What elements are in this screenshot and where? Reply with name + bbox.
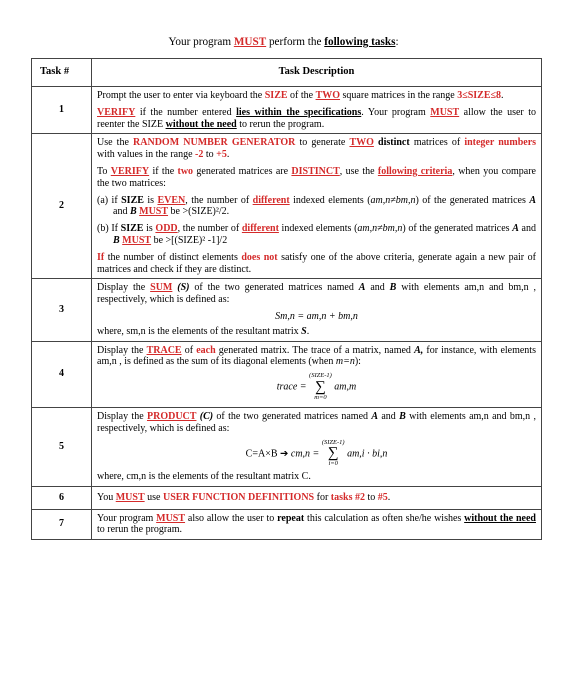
task-paragraph: You MUST use USER FUNCTION DEFINITIONS for tasks #2 to #5. <box>97 491 391 503</box>
task-description <box>92 486 542 509</box>
task-number: 5 <box>32 408 92 486</box>
table-row <box>32 341 542 408</box>
sum-formula: Sm,n = am,n + bm,n <box>275 310 358 322</box>
col-header-task-number: Task # <box>32 59 92 87</box>
task-paragraph: Your program MUST also allow the user to repeat this calculation as often she/he wishes without the need to rerun the program. <box>97 512 536 536</box>
table-row <box>32 279 542 341</box>
task-description <box>92 87 542 134</box>
task-description <box>92 408 542 486</box>
task-description <box>92 341 542 408</box>
summation-symbol: (SIZE-1) ∑ i=0 <box>321 438 345 468</box>
table-row <box>32 509 542 540</box>
product-formula: C=A×B ➔ cm,n = (SIZE-1) ∑ i=0 am,i · bi,n <box>245 438 388 468</box>
criteria-a: (a) if SIZE is EVEN, the number of different indexed elements (am,n≠bm,n) of the generated matrices A and B MUST be >(SIZE)²/2. <box>97 194 536 218</box>
task-number: 1 <box>32 87 92 134</box>
task-paragraph: where, sm,n is the elements of the resultant matrix S. <box>97 325 310 337</box>
trace-formula: trace = (SIZE-1) ∑ m=0 am,m <box>276 372 357 401</box>
task-paragraph: To VERIFY if the two generated matrices are DISTINCT, use the following criteria, when you compare the two matrices: <box>97 165 536 189</box>
task-paragraph: Display the SUM (S) of the two generated matrices named A and B with elements am,n and bm,n , respectively, which is defined as: <box>97 282 536 306</box>
col-header-task-description: Task Description <box>92 59 542 87</box>
task-paragraph: Use the RANDOM NUMBER GENERATOR to generate TWO distinct matrices of integer numbers with values in the range -2 to +5. <box>97 137 537 161</box>
criteria-b: (b) If SIZE is ODD, the number of different indexed elements (am,n≠bm,n) of the generated matrices A and B MUST be >[(SIZE)² -1]/2 <box>97 223 536 246</box>
task-number: 3 <box>32 279 92 341</box>
table-row <box>32 134 542 279</box>
table-row <box>32 486 542 509</box>
task-number: 7 <box>32 509 92 540</box>
task-paragraph: where, cm,n is the elements of the resultant matrix C. <box>97 470 311 482</box>
task-paragraph: Prompt the user to enter via keyboard the SIZE of the TWO square matrices in the range 3≤SIZE≤8. <box>97 90 504 101</box>
table-row <box>32 408 542 486</box>
task-description <box>92 509 542 540</box>
page-heading: Your program MUST perform the following tasks: <box>168 36 399 48</box>
task-description <box>92 134 542 279</box>
table-row <box>32 87 542 134</box>
task-number: 2 <box>32 134 92 279</box>
task-number: 4 <box>32 341 92 408</box>
task-paragraph: VERIFY if the number entered lies within the specifications. Your program MUST allow the user to reenter the SIZE without the need to rerun the program. <box>97 106 537 130</box>
task-description <box>92 279 542 341</box>
table-header-row <box>32 59 542 87</box>
task-table <box>31 58 542 540</box>
task-paragraph: Display the TRACE of each generated matrix. The trace of a matrix, named A, for instance, with elements am,n , is defined as the sum of its diagonal elements (when m=n): <box>97 344 536 368</box>
task-paragraph: If the number of distinct elements does not satisfy one of the above criteria, generate again a new pair of matrices and check if they are distinct. <box>97 251 536 275</box>
summation-symbol: (SIZE-1) ∑ m=0 <box>309 372 332 401</box>
task-paragraph: Display the PRODUCT (C) of the two generated matrices named A and B with elements am,n and bm,n , respectively, which is defined as: <box>97 411 536 434</box>
task-number: 6 <box>32 486 92 509</box>
